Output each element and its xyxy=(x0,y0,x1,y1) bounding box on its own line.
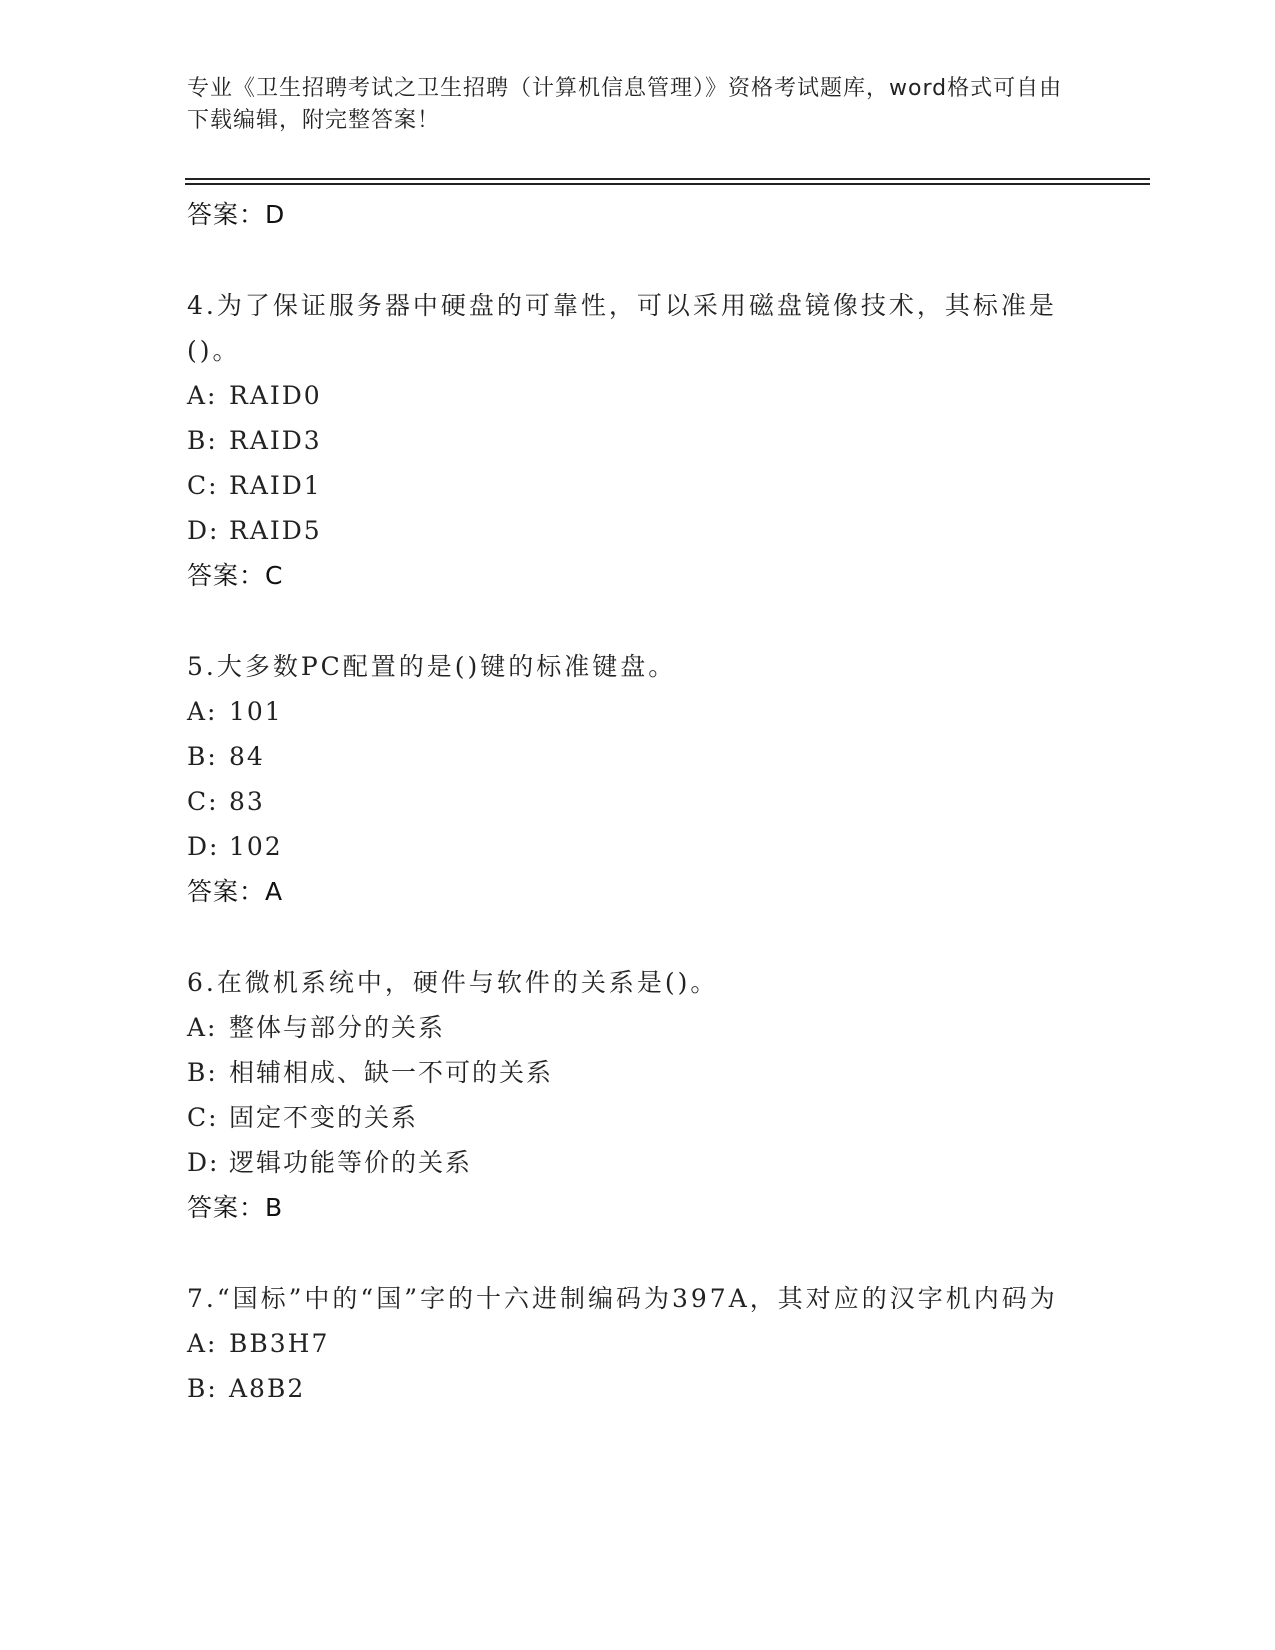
option-label: A: xyxy=(187,381,218,410)
option-c xyxy=(187,779,1067,824)
question-text: 6.在微机系统中，硬件与软件的关系是()。 xyxy=(187,968,719,997)
option-text: RAID0 xyxy=(229,381,322,410)
option-d xyxy=(187,508,1067,553)
option-label: B: xyxy=(187,426,218,455)
option-text: RAID5 xyxy=(229,516,322,545)
option-a xyxy=(187,689,1067,734)
option-b xyxy=(187,1050,1067,1095)
option-text: 相辅相成、缺一不可的关系 xyxy=(229,1058,554,1087)
option-b xyxy=(187,418,1067,463)
option-d xyxy=(187,1140,1067,1185)
option-label: D: xyxy=(187,516,220,545)
question-5 xyxy=(187,644,1067,914)
option-text: 固定不变的关系 xyxy=(229,1103,419,1132)
option-d xyxy=(187,824,1067,869)
answer-line: 答案：C xyxy=(187,561,284,590)
question-list xyxy=(187,192,1067,1411)
question-text: 5.大多数PC配置的是()键的标准键盘。 xyxy=(187,652,677,681)
option-text: RAID1 xyxy=(229,471,322,500)
option-label: A: xyxy=(187,697,218,726)
option-label: C: xyxy=(187,787,219,816)
option-text: 整体与部分的关系 xyxy=(229,1013,446,1042)
option-c xyxy=(187,1095,1067,1140)
answer-line: 答案：A xyxy=(187,877,284,906)
option-label: B: xyxy=(187,1374,218,1403)
option-text: 84 xyxy=(229,742,265,771)
option-label: D: xyxy=(187,832,220,861)
option-text: 102 xyxy=(229,832,283,861)
option-a xyxy=(187,1321,1067,1366)
option-text: 101 xyxy=(229,697,283,726)
question-7 xyxy=(187,1276,1067,1411)
question-text: 7.“国标”中的“国”字的十六进制编码为397A，其对应的汉字机内码为 xyxy=(187,1284,1058,1313)
option-text: BB3H7 xyxy=(229,1329,330,1358)
option-c xyxy=(187,463,1067,508)
question-text: 4.为了保证服务器中硬盘的可靠性，可以采用磁盘镜像技术，其标准是()。 xyxy=(187,291,1057,365)
option-a xyxy=(187,373,1067,418)
header-divider-bottom xyxy=(185,183,1150,185)
option-label: C: xyxy=(187,1103,219,1132)
option-text: 83 xyxy=(229,787,265,816)
option-label: A: xyxy=(187,1013,218,1042)
option-label: B: xyxy=(187,1058,218,1087)
question-4 xyxy=(187,283,1067,598)
option-text: RAID3 xyxy=(229,426,322,455)
option-label: A: xyxy=(187,1329,218,1358)
option-a xyxy=(187,1005,1067,1050)
question-6 xyxy=(187,960,1067,1230)
document-header: 专业《卫生招聘考试之卫生招聘（计算机信息管理）》资格考试题库，word格式可自由下载编辑，附完整答案！ xyxy=(187,76,1063,133)
answer-line: 答案：D xyxy=(187,200,286,229)
header-divider-top xyxy=(185,178,1150,180)
option-label: D: xyxy=(187,1148,220,1177)
option-text: A8B2 xyxy=(229,1374,306,1403)
option-b xyxy=(187,734,1067,779)
option-label: B: xyxy=(187,742,218,771)
answer-line: 答案：B xyxy=(187,1193,284,1222)
option-label: C: xyxy=(187,471,219,500)
option-text: 逻辑功能等价的关系 xyxy=(229,1148,473,1177)
option-b xyxy=(187,1366,1067,1411)
